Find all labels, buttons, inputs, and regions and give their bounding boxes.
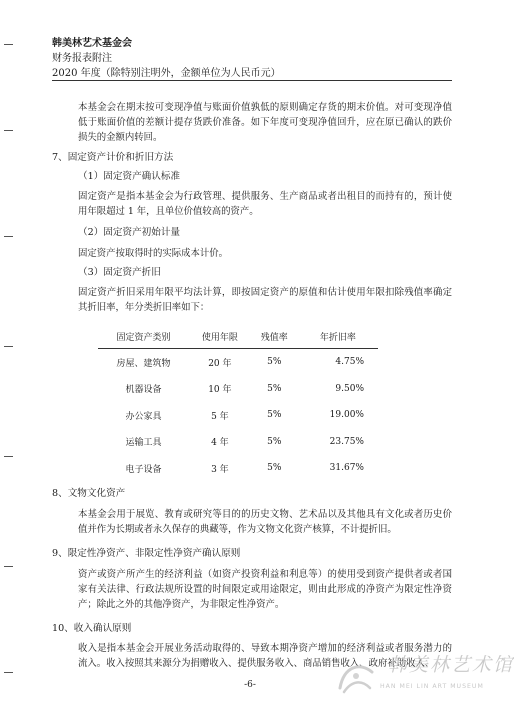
depreciation-table [98, 325, 378, 482]
table-cell: 办公家具 [125, 411, 162, 422]
column-header: 固定资产类别 [98, 325, 189, 349]
table-row [98, 429, 378, 456]
table-cell: 电子设备 [125, 464, 162, 475]
inventory-paragraph: 本基金会在期末按可变现净值与账面价值孰低的原则确定存货的期末价值。对可变现净值低于账面价值的差额计提存货跌价准备。如下年度可变现净值回升，应在原已确认的跌价损失的金额内转回。 [78, 102, 452, 143]
table-cell: 5 年 [211, 411, 229, 422]
table-cell: 20 年 [208, 358, 232, 369]
watermark-english: HAN MEI LIN ART MUSEUM [380, 683, 484, 690]
report-subtitle: 财务报表附注 [52, 53, 112, 64]
page-number: -6- [244, 680, 256, 690]
table-row [98, 349, 378, 376]
museum-logo-icon [334, 658, 378, 698]
table-cell: 10 年 [208, 385, 232, 396]
museum-watermark [330, 650, 514, 706]
table-cell: 5% [267, 463, 282, 474]
table-cell: 31.67% [329, 463, 364, 474]
section-10-text: 收入是指本基金会开展业务活动取得的、导致本期净资产增加的经济利益或者服务潜力的流入。收入按照其来源分为捐赠收入、提供服务收入、商品销售收入、政府补助收入、 [78, 643, 452, 669]
section-8-title: 8、文物文化资产 [52, 488, 126, 499]
section-7-text-3: 固定资产折旧采用年限平均法计算，即按固定资产的原值和估计使用年限扣除残值率确定其折旧率，年分类折旧率如下： [78, 287, 452, 313]
section-9-text: 资产或资产所产生的经济利益（如资产投资利益和利息等）的使用受到资产提供者或者国家有关法律、行政法规所设置的时间限定或用途限定，则由此形成的净资产为限定性净资产；除此之外的其他净资产，为非限定性净资产。 [78, 569, 452, 610]
table-cell: 房屋、建筑物 [116, 358, 171, 369]
section-8-text: 本基金会用于展览、教育或研究等目的的历史文物、艺术品以及其他具有文化或者历史价值并作为长期或者永久保存的典藏等，作为文物文化资产核算，不计提折旧。 [78, 509, 452, 535]
section-7-text-1: 固定资产是指本基金会为行政管理、提供服务、生产商品或者出租目的而持有的，预计使用年限超过 1 年，且单位价值较高的资产。 [78, 191, 452, 217]
table-cell: 运输工具 [125, 438, 162, 449]
organization-name: 韩美林艺术基金会 [52, 38, 132, 49]
margin-mark [4, 44, 13, 45]
table-cell: 4 年 [211, 438, 229, 449]
section-7-title: 7、固定资产计价和折旧方法 [52, 152, 174, 163]
section-9-title: 9、限定性净资产、非限定性净资产确认原则 [52, 548, 241, 559]
table-cell: 4.75% [335, 357, 364, 368]
table-cell: 5% [267, 383, 282, 394]
margin-mark [4, 346, 13, 347]
section-7-sub-1: （1）固定资产确认标准 [78, 171, 181, 182]
section-7-sub-2: （2）固定资产初始计量 [78, 227, 181, 238]
watermark-chinese: 韩美林艺术馆 [388, 654, 514, 676]
table-cell: 3 年 [211, 464, 229, 475]
table-cell: 5% [267, 357, 282, 368]
margin-mark [4, 566, 13, 567]
table-header-row [98, 325, 378, 349]
column-header: 使用年限 [189, 325, 251, 349]
table-row [98, 376, 378, 403]
column-header: 年折旧率 [298, 325, 378, 349]
margin-mark [4, 456, 13, 457]
table-cell: 23.75% [329, 436, 364, 447]
table-cell: 机器设备 [125, 385, 162, 396]
column-header: 残值率 [251, 325, 298, 349]
page-header [52, 36, 281, 81]
section-7-sub-3: （3）固定资产折旧 [78, 267, 161, 278]
margin-mark [4, 130, 13, 131]
table-cell: 9.50% [335, 383, 364, 394]
margin-mark [4, 672, 13, 673]
section-7-text-2: 固定资产按取得时的实际成本计价。 [78, 248, 229, 259]
table-cell: 19.00% [329, 410, 364, 421]
table-cell: 5% [267, 410, 282, 421]
header-rule [52, 80, 452, 81]
margin-mark [4, 236, 13, 237]
table-cell: 5% [267, 436, 282, 447]
year-note: 2020 年度（除特别注明外，金额单位为人民币元） [52, 68, 281, 79]
table-row [98, 455, 378, 482]
section-10-title: 10、收入确认原则 [52, 623, 132, 634]
table-row [98, 402, 378, 429]
